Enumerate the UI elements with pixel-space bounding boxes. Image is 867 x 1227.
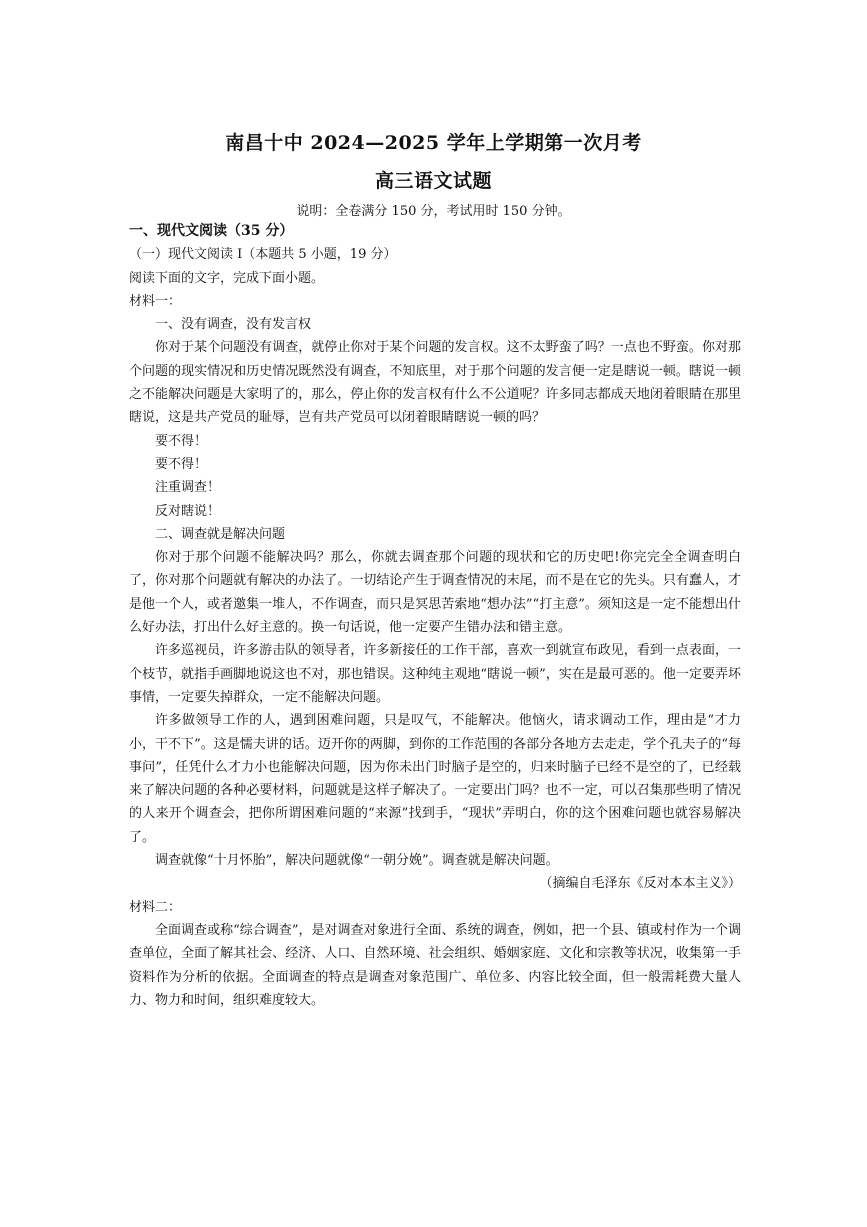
- exclamation-1: 要不得！: [155, 433, 208, 449]
- section-heading: 一、现代文阅读（35 分）: [129, 223, 294, 239]
- exam-note: 说明：全卷满分 150 分，考试用时 150 分钟。: [296, 204, 571, 219]
- material-one-paragraph-1: 你对于某个问题没有调查，就停止你对于某个问题的发言权。这不太野蛮了吗？一点也不野蛮。你对那个问题的现实情况和历史情况既然没有调查，不知底里，对于那个问题的发言便一定是瞎说一顿。瞎说一顿之不能解决问题是大家明了的，那么，停止你的发言权有什么不公道呢？许多同志都成天地闭着眼睛在那里瞎说，这是共产党员的耻辱，岂有共产党员可以闭着眼睛瞎说一顿的吗？: [129, 340, 741, 426]
- exam-content: [129, 220, 741, 1012]
- material-one-source: （摘编自毛泽东《反对本本主义》）: [539, 876, 741, 892]
- instruction-text: 阅读下面的文字，完成下面小题。: [129, 270, 325, 286]
- exclamation-4: 反对瞎说！: [155, 503, 221, 519]
- exam-title: 南昌十中 2024—2025 学年上学期第一次月考: [225, 132, 642, 154]
- exclamation-2: 要不得！: [155, 456, 208, 472]
- material-one-paragraph-4: 许多做领导工作的人，遇到困难问题，只是叹气，不能解决。他恼火，请求调动工作，理由是“才力小，干不下”。这是懦夫讲的话。迈开你的两脚，到你的工作范围的各部分各地方去走走，学个孔夫子的“每事问”，任凭什么才力小也能解决问题，因为你未出门时脑子是空的，归来时脑子已经不是空的了，已经载来了解决问题的各种必要材料，问题就是这样子解决了。一定要出门吗？也不一定，可以召集那些明了情况的人来开个调查会，把你所谓困难问题的“来源”找到手，“现状”弄明白，你的这个困难问题也就容易解决了。: [129, 713, 741, 845]
- material-one-paragraph-2: 你对于那个问题不能解决吗？那么，你就去调查那个问题的现状和它的历史吧!你完完全全调查明白了，你对那个问题就有解决的办法了。一切结论产生于调查情况的末尾，而不是在它的先头。只有蠢人，才是他一个人，或者邀集一堆人，不作调查，而只是冥思苦索地“想办法”“打主意”。须知这是一定不能想出什么好办法，打出什么好主意的。换一句话说，他一定要产生错办法和错主意。: [129, 550, 741, 636]
- subsection-heading: （一）现代文阅读 I（本题共 5 小题，19 分）: [129, 247, 397, 263]
- material-two-label: 材料二：: [129, 899, 182, 915]
- material-one-paragraph-3: 许多巡视员，许多游击队的领导者，许多新接任的工作干部，喜欢一到就宣布政见，看到一点表面，一个枝节，就指手画脚地说这也不对，那也错误。这种纯主观地“瞎说一顿”，实在是最可恶的。他一定要弄坏事情，一定要失掉群众，一定不能解决问题。: [129, 643, 741, 705]
- material-two-paragraph-1: 全面调查或称“综合调查”，是对调查对象进行全面、系统的调查，例如，把一个县、镇或村作为一个调查单位，全面了解其社会、经济、人口、自然环境、社会组织、婚姻家庭、文化和宗教等状况，收集第一手资料作为分析的依据。全面调查的特点是调查对象范围广、单位多、内容比较全面，但一般需耗费大量人力、物力和时间，组织难度较大。: [129, 922, 741, 1008]
- exclamation-3: 注重调查！: [155, 480, 221, 496]
- material-one-paragraph-5: 调查就像“十月怀胎”，解决问题就像“一朝分娩”。调查就是解决问题。: [155, 853, 559, 869]
- exam-subtitle: 高三语文试题: [374, 170, 492, 192]
- material-one-heading-2: 二、调查就是解决问题: [155, 526, 286, 542]
- material-one-label: 材料一：: [129, 293, 182, 309]
- material-one-heading-1: 一、没有调查，没有发言权: [155, 317, 312, 333]
